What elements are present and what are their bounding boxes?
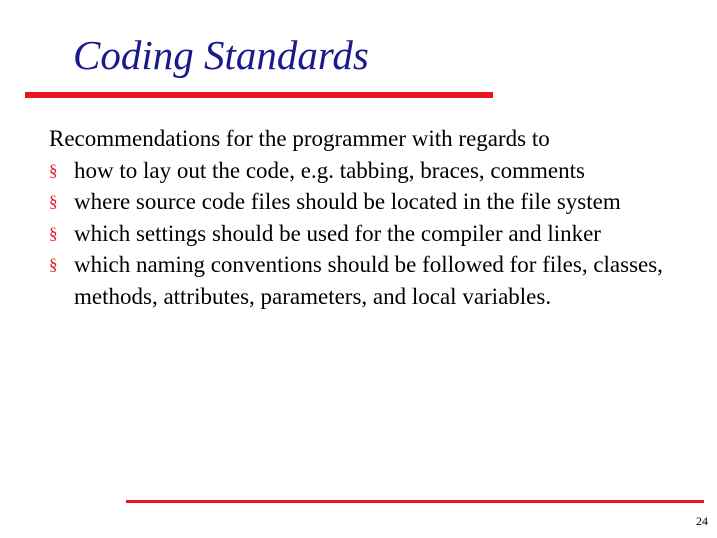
bullet-text: which settings should be used for the compiler and linker (74, 220, 601, 246)
bullet-list (49, 155, 689, 313)
bullet-item (49, 186, 689, 218)
bullet-text: which naming conventions should be followed for files, classes, methods, attributes, parameters, and local variables. (74, 252, 663, 309)
bullet-text: how to lay out the code, e.g. tabbing, braces, comments (74, 157, 585, 183)
title-underline (25, 92, 493, 98)
square-bullet-icon: § (49, 160, 58, 180)
page-number: 24 (696, 514, 708, 528)
slide-body (49, 123, 689, 312)
square-bullet-icon: § (49, 255, 58, 274)
bullet-item (49, 249, 689, 312)
intro-text: Recommendations for the programmer with regards to (49, 126, 550, 151)
bullet-text: where source code files should be located in the file system (74, 189, 621, 214)
footer-rule (126, 500, 704, 503)
bullet-item (49, 218, 689, 250)
square-bullet-icon: § (49, 223, 58, 243)
slide-title: Coding Standards (73, 32, 369, 78)
square-bullet-icon: § (49, 192, 58, 211)
bullet-item (49, 155, 689, 187)
